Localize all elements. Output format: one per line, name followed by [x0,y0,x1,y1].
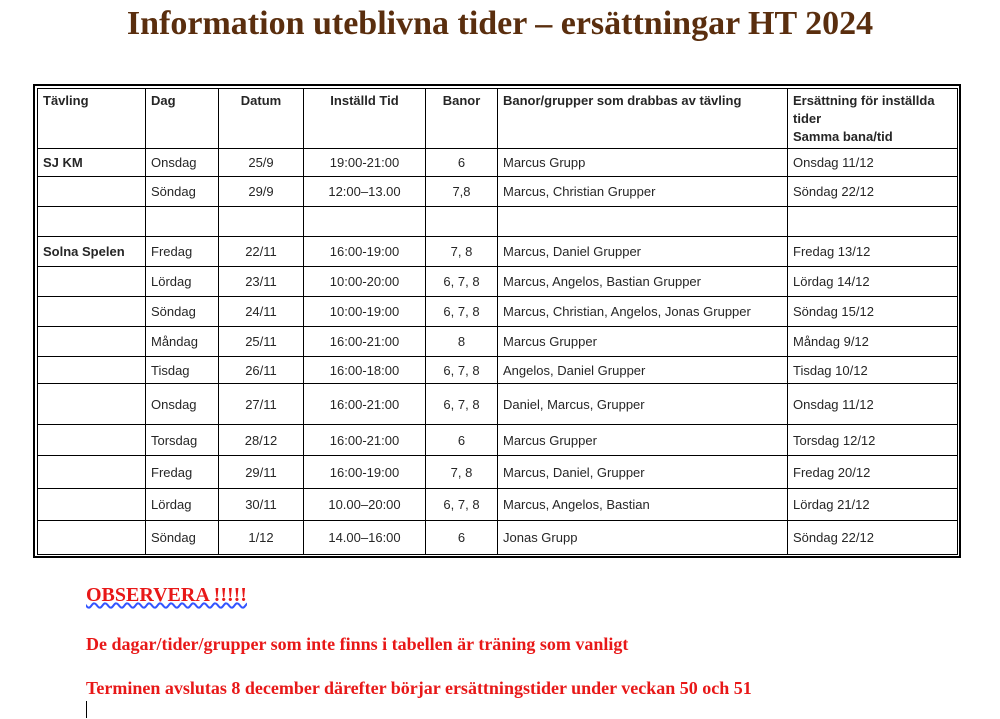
cell-dag: Lördag [146,489,219,521]
cell-tavling [38,267,146,297]
page-title: Information uteblivna tider – ersättningar HT 2024 [126,5,874,42]
cell-datum: 24/11 [219,297,304,327]
cell-tid: 10:00-20:00 [304,267,426,297]
table-row [38,521,958,555]
header-dag: Dag [146,89,219,149]
cell-tavling [38,521,146,555]
table-row [38,237,958,267]
cell-tid: 19:00-21:00 [304,149,426,177]
cell-tid: 10:00-19:00 [304,297,426,327]
cell-tid: 16:00-21:00 [304,384,426,425]
observera-heading: OBSERVERA !!!!! [86,584,247,606]
cell-dag: Söndag [146,177,219,207]
cell-tid: 12:00–13.00 [304,177,426,207]
cell-tavling [38,207,146,237]
cell-grupper: Marcus, Christian Grupper [498,177,788,207]
cell-banor: 6, 7, 8 [426,384,498,425]
table-header-row [38,89,958,149]
text-cursor [86,701,87,718]
cell-ersattning: Söndag 22/12 [788,177,958,207]
table-row [38,425,958,456]
cell-tavling: Solna Spelen [38,237,146,267]
cell-ersattning: Onsdag 11/12 [788,149,958,177]
cell-grupper: Daniel, Marcus, Grupper [498,384,788,425]
cell-datum: 26/11 [219,357,304,384]
cell-grupper: Angelos, Daniel Grupper [498,357,788,384]
cell-ersattning: Onsdag 11/12 [788,384,958,425]
table-row [38,456,958,489]
cell-banor: 7,8 [426,177,498,207]
cell-datum: 23/11 [219,267,304,297]
cell-ersattning: Söndag 15/12 [788,297,958,327]
cell-tavling [38,297,146,327]
table-body [38,149,958,555]
cell-banor: 7, 8 [426,456,498,489]
cell-grupper: Marcus Grupper [498,327,788,357]
cell-tid: 16:00-18:00 [304,357,426,384]
cell-grupper: Marcus, Christian, Angelos, Jonas Grupper [498,297,788,327]
table-row [38,327,958,357]
cell-ersattning: Fredag 20/12 [788,456,958,489]
cell-dag: Måndag [146,327,219,357]
cell-tavling [38,327,146,357]
cell-banor: 8 [426,327,498,357]
cell-tavling [38,425,146,456]
cell-grupper: Marcus, Angelos, Bastian [498,489,788,521]
cell-tavling [38,384,146,425]
cell-ersattning: Måndag 9/12 [788,327,958,357]
table-row [38,267,958,297]
cell-datum [219,207,304,237]
cell-ersattning: Söndag 22/12 [788,521,958,555]
table-row [38,297,958,327]
cell-dag: Söndag [146,521,219,555]
table-row [38,177,958,207]
cell-dag: Onsdag [146,149,219,177]
cell-ersattning: Lördag 14/12 [788,267,958,297]
cell-banor: 6 [426,521,498,555]
cell-dag: Fredag [146,237,219,267]
cell-grupper: Marcus, Daniel Grupper [498,237,788,267]
header-ersattning-line1: Ersättning för inställda tider [793,93,935,126]
cell-tavling [38,357,146,384]
note-term-end: Terminen avslutas 8 december därefter börjar ersättningstider under veckan 50 och 51 [86,678,752,698]
header-banor: Banor [426,89,498,149]
header-installd-tid: Inställd Tid [304,89,426,149]
table-row [38,489,958,521]
cell-dag: Tisdag [146,357,219,384]
cell-datum: 29/9 [219,177,304,207]
cell-dag: Lördag [146,267,219,297]
cell-banor: 6 [426,149,498,177]
header-grupper: Banor/grupper som drabbas av tävling [498,89,788,149]
cell-banor: 6 [426,425,498,456]
cell-datum: 25/11 [219,327,304,357]
cell-dag: Torsdag [146,425,219,456]
table-row [38,384,958,425]
schedule-table-frame [33,84,961,558]
cell-banor: 6, 7, 8 [426,357,498,384]
cell-tid: 16:00-21:00 [304,327,426,357]
table-row [38,207,958,237]
cell-datum: 25/9 [219,149,304,177]
cell-ersattning: Fredag 13/12 [788,237,958,267]
header-tavling: Tävling [38,89,146,149]
cell-banor: 6, 7, 8 [426,489,498,521]
cell-ersattning [788,207,958,237]
table-row [38,149,958,177]
cell-dag [146,207,219,237]
cell-tavling [38,489,146,521]
cell-tavling: SJ KM [38,149,146,177]
schedule-table [37,88,958,555]
cell-grupper: Marcus Grupper [498,425,788,456]
cell-datum: 29/11 [219,456,304,489]
cell-grupper: Marcus, Angelos, Bastian Grupper [498,267,788,297]
table-row [38,357,958,384]
cell-tid: 16:00-19:00 [304,456,426,489]
cell-banor: 6, 7, 8 [426,267,498,297]
cell-grupper: Jonas Grupp [498,521,788,555]
header-ersattning-line2: Samma bana/tid [793,129,893,144]
header-datum: Datum [219,89,304,149]
cell-grupper [498,207,788,237]
cell-datum: 27/11 [219,384,304,425]
cell-datum: 22/11 [219,237,304,267]
cell-tid: 16:00-19:00 [304,237,426,267]
cell-ersattning: Tisdag 10/12 [788,357,958,384]
note-training: De dagar/tider/grupper som inte finns i tabellen är träning som vanligt [86,634,629,654]
cell-tid: 14.00–16:00 [304,521,426,555]
cell-tid: 10.00–20:00 [304,489,426,521]
cell-banor: 6, 7, 8 [426,297,498,327]
cell-ersattning: Torsdag 12/12 [788,425,958,456]
cell-tid [304,207,426,237]
cell-dag: Onsdag [146,384,219,425]
cell-banor [426,207,498,237]
cell-dag: Fredag [146,456,219,489]
cell-grupper: Marcus, Daniel, Grupper [498,456,788,489]
cell-dag: Söndag [146,297,219,327]
cell-ersattning: Lördag 21/12 [788,489,958,521]
cell-tid: 16:00-21:00 [304,425,426,456]
header-ersattning [788,89,958,149]
cell-tavling [38,177,146,207]
cell-datum: 30/11 [219,489,304,521]
cell-banor: 7, 8 [426,237,498,267]
cell-datum: 1/12 [219,521,304,555]
cell-grupper: Marcus Grupp [498,149,788,177]
cell-datum: 28/12 [219,425,304,456]
cell-tavling [38,456,146,489]
